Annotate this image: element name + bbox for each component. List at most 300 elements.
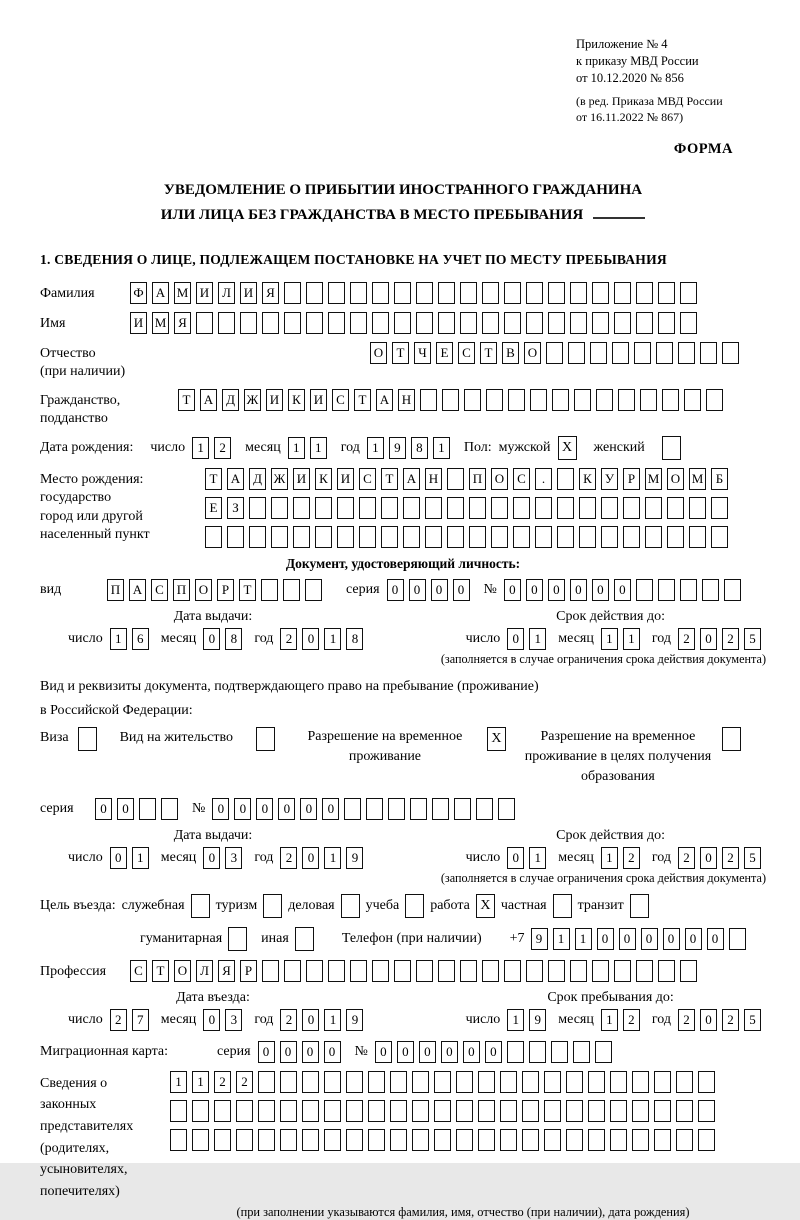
char-cell[interactable] xyxy=(280,1100,297,1122)
char-cell[interactable] xyxy=(337,526,354,548)
char-cell[interactable]: 0 xyxy=(256,798,273,820)
char-cell[interactable]: И xyxy=(293,468,310,490)
char-cell[interactable]: 1 xyxy=(110,628,127,650)
char-cell[interactable]: К xyxy=(315,468,332,490)
char-cell[interactable] xyxy=(676,1100,693,1122)
char-cell[interactable] xyxy=(566,1129,583,1151)
char-cell[interactable] xyxy=(372,960,389,982)
char-cell[interactable]: 1 xyxy=(601,628,618,650)
char-cell[interactable] xyxy=(359,497,376,519)
char-cell[interactable]: 1 xyxy=(507,1009,524,1031)
char-cell[interactable]: 0 xyxy=(570,579,587,601)
char-cell[interactable]: 0 xyxy=(504,579,521,601)
char-cell[interactable]: 2 xyxy=(678,1009,695,1031)
char-cell[interactable] xyxy=(434,1129,451,1151)
char-cell[interactable] xyxy=(388,798,405,820)
char-cell[interactable]: А xyxy=(403,468,420,490)
char-cell[interactable] xyxy=(454,798,471,820)
char-cell[interactable]: В xyxy=(502,342,519,364)
char-cell[interactable] xyxy=(432,798,449,820)
char-cell[interactable]: 1 xyxy=(529,847,546,869)
char-cell[interactable] xyxy=(614,282,631,304)
char-cell[interactable]: 5 xyxy=(744,628,761,650)
char-cell[interactable] xyxy=(601,497,618,519)
char-cell[interactable] xyxy=(491,497,508,519)
char-cell[interactable] xyxy=(656,342,673,364)
char-cell[interactable]: 8 xyxy=(411,437,428,459)
char-cell[interactable] xyxy=(654,1129,671,1151)
char-cell[interactable] xyxy=(573,1041,590,1063)
char-cell[interactable] xyxy=(456,1071,473,1093)
char-cell[interactable] xyxy=(412,1100,429,1122)
char-cell[interactable]: Л xyxy=(196,960,213,982)
char-cell[interactable]: 9 xyxy=(531,928,548,950)
char-cell[interactable]: 0 xyxy=(614,579,631,601)
char-cell[interactable]: М xyxy=(152,312,169,334)
char-cell[interactable] xyxy=(612,342,629,364)
char-cell[interactable] xyxy=(491,526,508,548)
char-cell[interactable]: Е xyxy=(436,342,453,364)
char-cell[interactable] xyxy=(460,282,477,304)
char-cell[interactable]: 0 xyxy=(441,1041,458,1063)
char-cell[interactable]: 0 xyxy=(302,628,319,650)
char-cell[interactable]: 2 xyxy=(280,847,297,869)
char-cell[interactable]: Т xyxy=(480,342,497,364)
char-cell[interactable] xyxy=(390,1071,407,1093)
char-cell[interactable] xyxy=(482,312,499,334)
char-cell[interactable] xyxy=(636,282,653,304)
char-cell[interactable]: 0 xyxy=(300,798,317,820)
char-cell[interactable]: Р xyxy=(240,960,257,982)
char-cell[interactable]: Т xyxy=(392,342,409,364)
char-cell[interactable] xyxy=(284,960,301,982)
char-cell[interactable]: 2 xyxy=(722,628,739,650)
char-cell[interactable] xyxy=(293,497,310,519)
char-cell[interactable] xyxy=(595,1041,612,1063)
char-cell[interactable] xyxy=(403,526,420,548)
char-cell[interactable] xyxy=(544,1100,561,1122)
char-cell[interactable]: 5 xyxy=(744,847,761,869)
char-cell[interactable] xyxy=(658,960,675,982)
char-cell[interactable]: Т xyxy=(178,389,195,411)
char-cell[interactable] xyxy=(689,526,706,548)
char-cell[interactable]: 0 xyxy=(507,628,524,650)
char-cell[interactable] xyxy=(500,1100,517,1122)
char-cell[interactable]: 7 xyxy=(132,1009,149,1031)
char-cell[interactable] xyxy=(469,497,486,519)
char-cell[interactable]: А xyxy=(227,468,244,490)
char-cell[interactable]: М xyxy=(174,282,191,304)
char-cell[interactable]: 1 xyxy=(324,1009,341,1031)
char-cell[interactable] xyxy=(568,342,585,364)
char-cell[interactable] xyxy=(610,1129,627,1151)
char-cell[interactable]: Т xyxy=(152,960,169,982)
char-cell[interactable]: А xyxy=(200,389,217,411)
char-cell[interactable]: 0 xyxy=(302,1041,319,1063)
purpose-business-checkbox[interactable] xyxy=(341,894,360,918)
char-cell[interactable] xyxy=(337,497,354,519)
char-cell[interactable]: 1 xyxy=(367,437,384,459)
char-cell[interactable] xyxy=(366,798,383,820)
char-cell[interactable] xyxy=(574,389,591,411)
char-cell[interactable] xyxy=(676,1071,693,1093)
char-cell[interactable] xyxy=(328,312,345,334)
char-cell[interactable] xyxy=(410,798,427,820)
char-cell[interactable]: У xyxy=(601,468,618,490)
char-cell[interactable] xyxy=(170,1129,187,1151)
char-cell[interactable]: 1 xyxy=(288,437,305,459)
char-cell[interactable] xyxy=(522,1100,539,1122)
char-cell[interactable]: П xyxy=(173,579,190,601)
char-cell[interactable] xyxy=(548,282,565,304)
char-cell[interactable] xyxy=(500,1129,517,1151)
char-cell[interactable]: О xyxy=(195,579,212,601)
char-cell[interactable] xyxy=(634,342,651,364)
char-cell[interactable] xyxy=(456,1100,473,1122)
char-cell[interactable] xyxy=(346,1129,363,1151)
char-cell[interactable] xyxy=(315,497,332,519)
char-cell[interactable] xyxy=(676,1129,693,1151)
char-cell[interactable]: 0 xyxy=(453,579,470,601)
char-cell[interactable] xyxy=(590,342,607,364)
char-cell[interactable] xyxy=(610,1100,627,1122)
char-cell[interactable] xyxy=(350,282,367,304)
char-cell[interactable] xyxy=(658,312,675,334)
char-cell[interactable] xyxy=(645,497,662,519)
char-cell[interactable]: А xyxy=(152,282,169,304)
char-cell[interactable] xyxy=(636,312,653,334)
purpose-work-checkbox[interactable]: X xyxy=(476,894,495,918)
char-cell[interactable]: Я xyxy=(218,960,235,982)
char-cell[interactable] xyxy=(700,342,717,364)
char-cell[interactable]: 1 xyxy=(601,1009,618,1031)
char-cell[interactable]: 3 xyxy=(225,847,242,869)
char-cell[interactable]: 1 xyxy=(575,928,592,950)
char-cell[interactable] xyxy=(192,1100,209,1122)
char-cell[interactable] xyxy=(632,1100,649,1122)
char-cell[interactable]: 0 xyxy=(203,847,220,869)
char-cell[interactable] xyxy=(623,497,640,519)
char-cell[interactable] xyxy=(258,1071,275,1093)
char-cell[interactable] xyxy=(306,960,323,982)
char-cell[interactable] xyxy=(476,798,493,820)
char-cell[interactable] xyxy=(258,1100,275,1122)
char-cell[interactable] xyxy=(425,497,442,519)
char-cell[interactable] xyxy=(570,312,587,334)
char-cell[interactable]: 9 xyxy=(346,1009,363,1031)
char-cell[interactable] xyxy=(284,282,301,304)
char-cell[interactable] xyxy=(592,960,609,982)
char-cell[interactable] xyxy=(546,342,563,364)
char-cell[interactable] xyxy=(438,960,455,982)
char-cell[interactable]: 8 xyxy=(225,628,242,650)
char-cell[interactable]: 0 xyxy=(485,1041,502,1063)
char-cell[interactable]: 3 xyxy=(225,1009,242,1031)
char-cell[interactable] xyxy=(390,1129,407,1151)
char-cell[interactable]: Р xyxy=(217,579,234,601)
char-cell[interactable] xyxy=(438,282,455,304)
char-cell[interactable] xyxy=(460,312,477,334)
char-cell[interactable]: Л xyxy=(218,282,235,304)
char-cell[interactable]: 0 xyxy=(280,1041,297,1063)
char-cell[interactable]: С xyxy=(130,960,147,982)
char-cell[interactable]: 0 xyxy=(117,798,134,820)
char-cell[interactable] xyxy=(271,526,288,548)
char-cell[interactable]: 0 xyxy=(278,798,295,820)
char-cell[interactable] xyxy=(416,282,433,304)
temp-residence-checkbox[interactable]: X xyxy=(487,727,506,751)
char-cell[interactable] xyxy=(513,497,530,519)
char-cell[interactable]: Б xyxy=(711,468,728,490)
char-cell[interactable] xyxy=(566,1100,583,1122)
char-cell[interactable] xyxy=(305,579,322,601)
char-cell[interactable]: 1 xyxy=(170,1071,187,1093)
char-cell[interactable] xyxy=(526,960,543,982)
char-cell[interactable] xyxy=(249,497,266,519)
char-cell[interactable]: . xyxy=(535,468,552,490)
char-cell[interactable] xyxy=(482,282,499,304)
char-cell[interactable]: Ф xyxy=(130,282,147,304)
char-cell[interactable] xyxy=(394,960,411,982)
char-cell[interactable]: 0 xyxy=(302,1009,319,1031)
char-cell[interactable]: М xyxy=(689,468,706,490)
char-cell[interactable] xyxy=(236,1100,253,1122)
char-cell[interactable] xyxy=(344,798,361,820)
char-cell[interactable] xyxy=(529,1041,546,1063)
char-cell[interactable] xyxy=(551,1041,568,1063)
char-cell[interactable] xyxy=(302,1129,319,1151)
char-cell[interactable]: 9 xyxy=(346,847,363,869)
char-cell[interactable]: Я xyxy=(174,312,191,334)
char-cell[interactable]: Я xyxy=(262,282,279,304)
char-cell[interactable] xyxy=(702,579,719,601)
char-cell[interactable] xyxy=(544,1071,561,1093)
char-cell[interactable] xyxy=(504,282,521,304)
char-cell[interactable]: С xyxy=(458,342,475,364)
char-cell[interactable] xyxy=(456,1129,473,1151)
char-cell[interactable] xyxy=(610,1071,627,1093)
sex-male-checkbox[interactable]: X xyxy=(558,436,577,460)
char-cell[interactable]: 1 xyxy=(601,847,618,869)
char-cell[interactable] xyxy=(535,526,552,548)
purpose-study-checkbox[interactable] xyxy=(405,894,424,918)
char-cell[interactable]: Т xyxy=(381,468,398,490)
char-cell[interactable]: 2 xyxy=(236,1071,253,1093)
char-cell[interactable]: 0 xyxy=(507,847,524,869)
char-cell[interactable]: С xyxy=(359,468,376,490)
char-cell[interactable]: Д xyxy=(249,468,266,490)
char-cell[interactable] xyxy=(214,1100,231,1122)
char-cell[interactable] xyxy=(258,1129,275,1151)
char-cell[interactable] xyxy=(139,798,156,820)
char-cell[interactable]: 0 xyxy=(619,928,636,950)
char-cell[interactable]: 0 xyxy=(548,579,565,601)
char-cell[interactable]: Д xyxy=(222,389,239,411)
char-cell[interactable] xyxy=(261,579,278,601)
char-cell[interactable] xyxy=(302,1100,319,1122)
char-cell[interactable]: 6 xyxy=(132,628,149,650)
char-cell[interactable]: 9 xyxy=(389,437,406,459)
char-cell[interactable] xyxy=(530,389,547,411)
purpose-transit-checkbox[interactable] xyxy=(630,894,649,918)
char-cell[interactable]: 1 xyxy=(310,437,327,459)
char-cell[interactable]: Н xyxy=(398,389,415,411)
char-cell[interactable] xyxy=(447,468,464,490)
char-cell[interactable] xyxy=(324,1071,341,1093)
char-cell[interactable] xyxy=(614,960,631,982)
char-cell[interactable] xyxy=(498,798,515,820)
char-cell[interactable] xyxy=(729,928,746,950)
char-cell[interactable]: 2 xyxy=(214,437,231,459)
char-cell[interactable] xyxy=(544,1129,561,1151)
char-cell[interactable] xyxy=(284,312,301,334)
char-cell[interactable]: О xyxy=(370,342,387,364)
char-cell[interactable]: 2 xyxy=(280,628,297,650)
char-cell[interactable]: П xyxy=(469,468,486,490)
char-cell[interactable]: Е xyxy=(205,497,222,519)
char-cell[interactable]: 0 xyxy=(258,1041,275,1063)
char-cell[interactable] xyxy=(416,312,433,334)
purpose-tourism-checkbox[interactable] xyxy=(263,894,282,918)
char-cell[interactable] xyxy=(706,389,723,411)
char-cell[interactable]: О xyxy=(667,468,684,490)
visa-checkbox[interactable] xyxy=(78,727,97,751)
char-cell[interactable] xyxy=(372,282,389,304)
char-cell[interactable]: К xyxy=(579,468,596,490)
char-cell[interactable] xyxy=(678,342,695,364)
char-cell[interactable] xyxy=(658,579,675,601)
char-cell[interactable]: 1 xyxy=(623,628,640,650)
char-cell[interactable]: 0 xyxy=(526,579,543,601)
char-cell[interactable] xyxy=(711,526,728,548)
char-cell[interactable] xyxy=(447,497,464,519)
char-cell[interactable] xyxy=(381,497,398,519)
char-cell[interactable] xyxy=(381,526,398,548)
char-cell[interactable]: 0 xyxy=(212,798,229,820)
char-cell[interactable]: 2 xyxy=(110,1009,127,1031)
residence-permit-checkbox[interactable] xyxy=(256,727,275,751)
char-cell[interactable] xyxy=(306,282,323,304)
char-cell[interactable] xyxy=(513,526,530,548)
char-cell[interactable]: 1 xyxy=(324,628,341,650)
char-cell[interactable] xyxy=(328,282,345,304)
char-cell[interactable] xyxy=(507,1041,524,1063)
char-cell[interactable]: Н xyxy=(425,468,442,490)
char-cell[interactable] xyxy=(315,526,332,548)
char-cell[interactable]: 0 xyxy=(203,1009,220,1031)
char-cell[interactable] xyxy=(412,1071,429,1093)
char-cell[interactable] xyxy=(420,389,437,411)
char-cell[interactable] xyxy=(262,960,279,982)
char-cell[interactable]: С xyxy=(332,389,349,411)
char-cell[interactable] xyxy=(486,389,503,411)
char-cell[interactable] xyxy=(390,1100,407,1122)
char-cell[interactable]: Ж xyxy=(271,468,288,490)
char-cell[interactable] xyxy=(394,312,411,334)
char-cell[interactable] xyxy=(482,960,499,982)
char-cell[interactable] xyxy=(557,497,574,519)
char-cell[interactable] xyxy=(680,312,697,334)
char-cell[interactable] xyxy=(412,1129,429,1151)
char-cell[interactable] xyxy=(667,526,684,548)
char-cell[interactable]: С xyxy=(151,579,168,601)
char-cell[interactable]: 9 xyxy=(529,1009,546,1031)
char-cell[interactable] xyxy=(302,1071,319,1093)
char-cell[interactable] xyxy=(724,579,741,601)
char-cell[interactable] xyxy=(368,1100,385,1122)
char-cell[interactable]: Т xyxy=(239,579,256,601)
char-cell[interactable] xyxy=(214,1129,231,1151)
char-cell[interactable] xyxy=(588,1129,605,1151)
char-cell[interactable]: 0 xyxy=(700,847,717,869)
char-cell[interactable]: П xyxy=(107,579,124,601)
char-cell[interactable]: 5 xyxy=(744,1009,761,1031)
char-cell[interactable]: 2 xyxy=(280,1009,297,1031)
char-cell[interactable]: И xyxy=(337,468,354,490)
char-cell[interactable]: М xyxy=(645,468,662,490)
char-cell[interactable] xyxy=(592,282,609,304)
char-cell[interactable] xyxy=(680,960,697,982)
char-cell[interactable] xyxy=(552,389,569,411)
char-cell[interactable] xyxy=(218,312,235,334)
char-cell[interactable] xyxy=(522,1129,539,1151)
char-cell[interactable] xyxy=(403,497,420,519)
char-cell[interactable]: 0 xyxy=(707,928,724,950)
char-cell[interactable] xyxy=(566,1071,583,1093)
char-cell[interactable]: И xyxy=(240,282,257,304)
char-cell[interactable] xyxy=(324,1129,341,1151)
char-cell[interactable] xyxy=(526,312,543,334)
char-cell[interactable]: 1 xyxy=(553,928,570,950)
char-cell[interactable] xyxy=(434,1100,451,1122)
char-cell[interactable] xyxy=(601,526,618,548)
char-cell[interactable] xyxy=(680,282,697,304)
char-cell[interactable] xyxy=(645,526,662,548)
char-cell[interactable]: А xyxy=(129,579,146,601)
char-cell[interactable] xyxy=(447,526,464,548)
char-cell[interactable] xyxy=(368,1071,385,1093)
char-cell[interactable]: 1 xyxy=(433,437,450,459)
char-cell[interactable] xyxy=(698,1100,715,1122)
sex-female-checkbox[interactable] xyxy=(662,436,681,460)
char-cell[interactable] xyxy=(522,1071,539,1093)
char-cell[interactable]: 0 xyxy=(387,579,404,601)
char-cell[interactable]: 0 xyxy=(641,928,658,950)
char-cell[interactable] xyxy=(579,526,596,548)
char-cell[interactable] xyxy=(346,1071,363,1093)
char-cell[interactable] xyxy=(469,526,486,548)
char-cell[interactable]: Т xyxy=(205,468,222,490)
char-cell[interactable] xyxy=(227,526,244,548)
char-cell[interactable] xyxy=(596,389,613,411)
char-cell[interactable]: 0 xyxy=(700,1009,717,1031)
char-cell[interactable] xyxy=(570,282,587,304)
char-cell[interactable] xyxy=(680,579,697,601)
char-cell[interactable]: 0 xyxy=(463,1041,480,1063)
char-cell[interactable]: 2 xyxy=(623,847,640,869)
char-cell[interactable]: И xyxy=(266,389,283,411)
char-cell[interactable]: 0 xyxy=(110,847,127,869)
char-cell[interactable] xyxy=(161,798,178,820)
purpose-private-checkbox[interactable] xyxy=(553,894,572,918)
char-cell[interactable] xyxy=(636,579,653,601)
char-cell[interactable] xyxy=(271,497,288,519)
char-cell[interactable] xyxy=(667,497,684,519)
char-cell[interactable]: 0 xyxy=(322,798,339,820)
char-cell[interactable]: 0 xyxy=(700,628,717,650)
char-cell[interactable] xyxy=(328,960,345,982)
char-cell[interactable] xyxy=(460,960,477,982)
